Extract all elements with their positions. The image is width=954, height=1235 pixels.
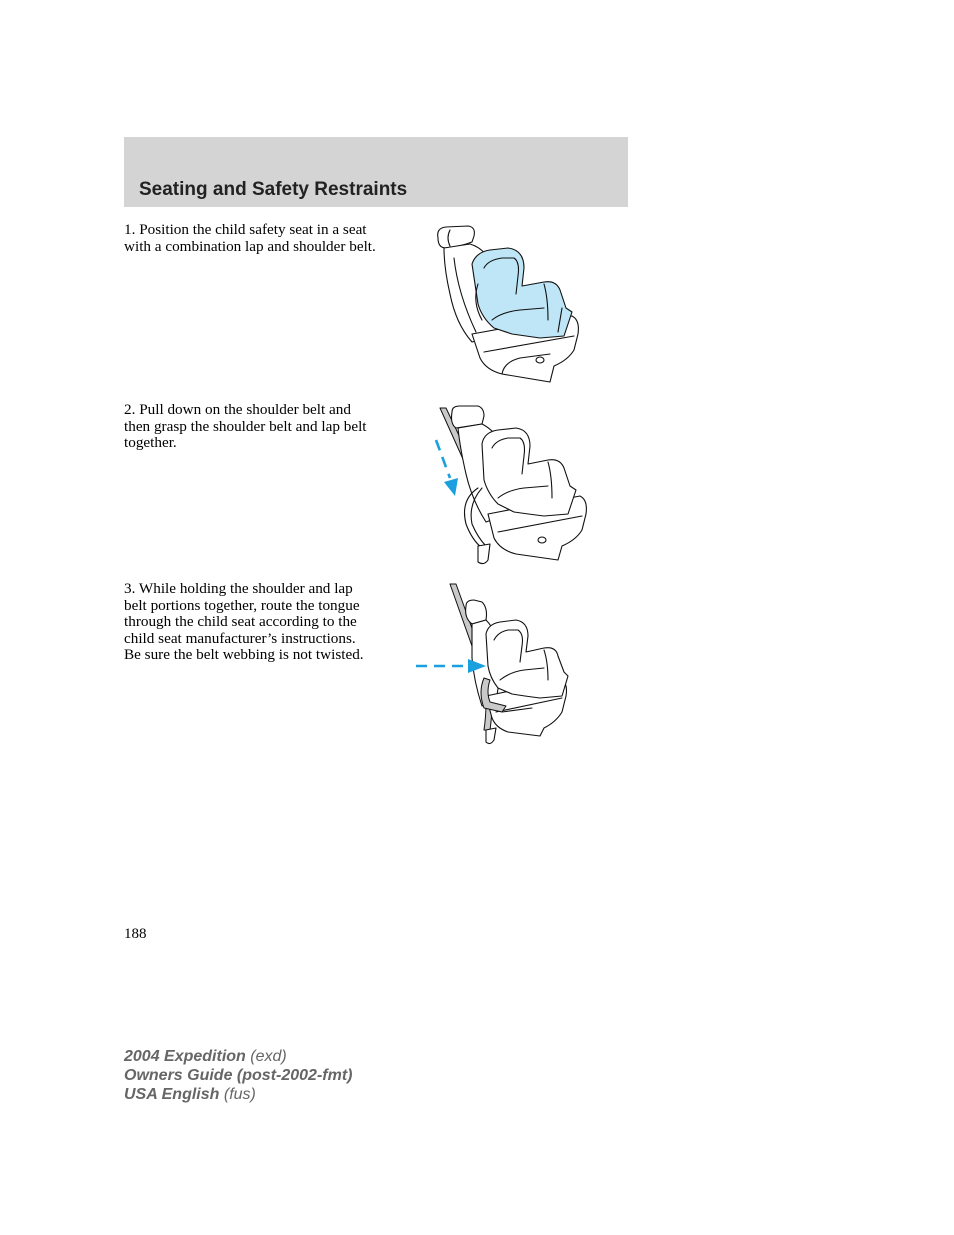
pull-shoulder-belt-icon	[412, 404, 592, 570]
document-footer	[124, 1047, 352, 1104]
section-title: Seating and Safety Restraints	[139, 179, 408, 200]
footer-language: USA English	[124, 1086, 220, 1103]
page-number: 188	[124, 926, 147, 942]
footer-line-1	[124, 1047, 352, 1066]
footer-language-code: (fus)	[219, 1086, 256, 1103]
footer-guide: Owners Guide (post-2002-fmt)	[124, 1067, 353, 1084]
footer-model: 2004 Expedition	[124, 1048, 246, 1065]
child-seat-on-vehicle-seat-icon	[432, 224, 584, 386]
route-belt-tongue-icon	[412, 582, 572, 746]
footer-line-3	[124, 1085, 352, 1104]
step-3-text: 3. While holding the shoulder and lap belt portions together, route the tongue through the child seat according to the child seat manufacturer’s instructions. Be sure the belt webbing is not twisted.	[124, 580, 364, 663]
step-1-text: 1. Position the child safety seat in a seat with a combination lap and shoulder belt.	[124, 221, 376, 255]
footer-model-code: (exd)	[245, 1048, 287, 1065]
step-2-text: 2. Pull down on the shoulder belt and then grasp the shoulder belt and lap belt together.	[124, 401, 367, 451]
footer-line-2	[124, 1066, 352, 1085]
